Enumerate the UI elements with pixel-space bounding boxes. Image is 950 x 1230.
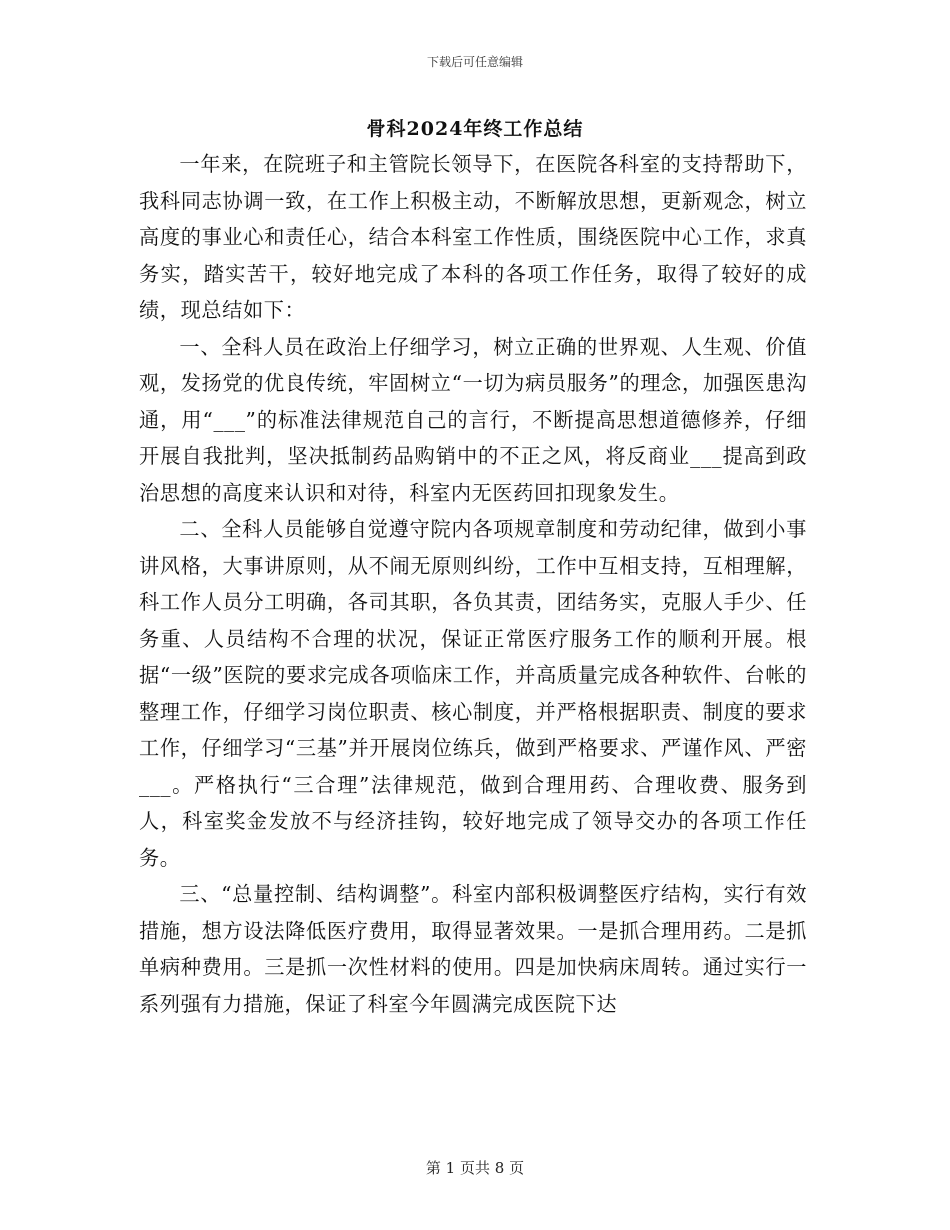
paragraph-section-2: 二、全科人员能够自觉遵守院内各项规章制度和劳动纪律，做到小事讲风格，大事讲原则，从不闹无原则纠纷，工作中互相支持，互相理解，科工作人员分工明确，各司其职，各负其责，团结务实，克服人手少、任务重、人员结构不合理的状况，保证正常医疗服务工作的顺利开展。根据“一级”医院的要求完成各项临床工作，并高质量完成各种软件、台帐的整理工作，仔细学习岗位职责、核心制度，并严格根据职责、制度的要求工作，仔细学习“三基”并开展岗位练兵，做到严格要求、严谨作风、严密___。严格执行“三合理”法律规范，做到合理用药、合理收费、服务到人，科室奖金发放不与经济挂钩，较好地完成了领导交办的各项工作任务。 <box>139 517 807 870</box>
page-title: 骨科2024年终工作总结 <box>366 118 584 140</box>
paragraph-intro: 一年来，在院班子和主管院长领导下，在医院各科室的支持帮助下，我科同志协调一致，在工作上积极主动，不断解放思想，更新观念，树立高度的事业心和责任心，结合本科室工作性质，围绕医院中心工作，求真务实，踏实苦干，较好地完成了本科的各项工作任务，取得了较好的成绩，现总结如下： <box>139 152 807 322</box>
document-body <box>139 146 807 1022</box>
page-number: 第 1 页共 8 页 <box>425 1159 525 1177</box>
paragraph-section-1: 一、全科人员在政治上仔细学习，树立正确的世界观、人生观、价值观，发扬党的优良传统，牢固树立“一切为病员服务”的理念，加强医患沟通，用“___”的标准法律规范自己的言行，不断提高思想道德修养，仔细开展自我批判，坚决抵制药品购销中的不正之风，将反商业___提高到政治思想的高度来认识和对待，科室内无医药回扣现象发生。 <box>139 334 807 505</box>
download-note: 下载后可任意编辑 <box>426 55 523 69</box>
paragraph-section-3: 三、“总量控制、结构调整”。科室内部积极调整医疗结构，实行有效措施，想方设法降低医疗费用，取得显著效果。一是抓合理用药。二是抓单病种费用。三是抓一次性材料的使用。四是加快病床周转。通过实行一系列强有力措施，保证了科室今年圆满完成医院下达 <box>139 882 807 1016</box>
